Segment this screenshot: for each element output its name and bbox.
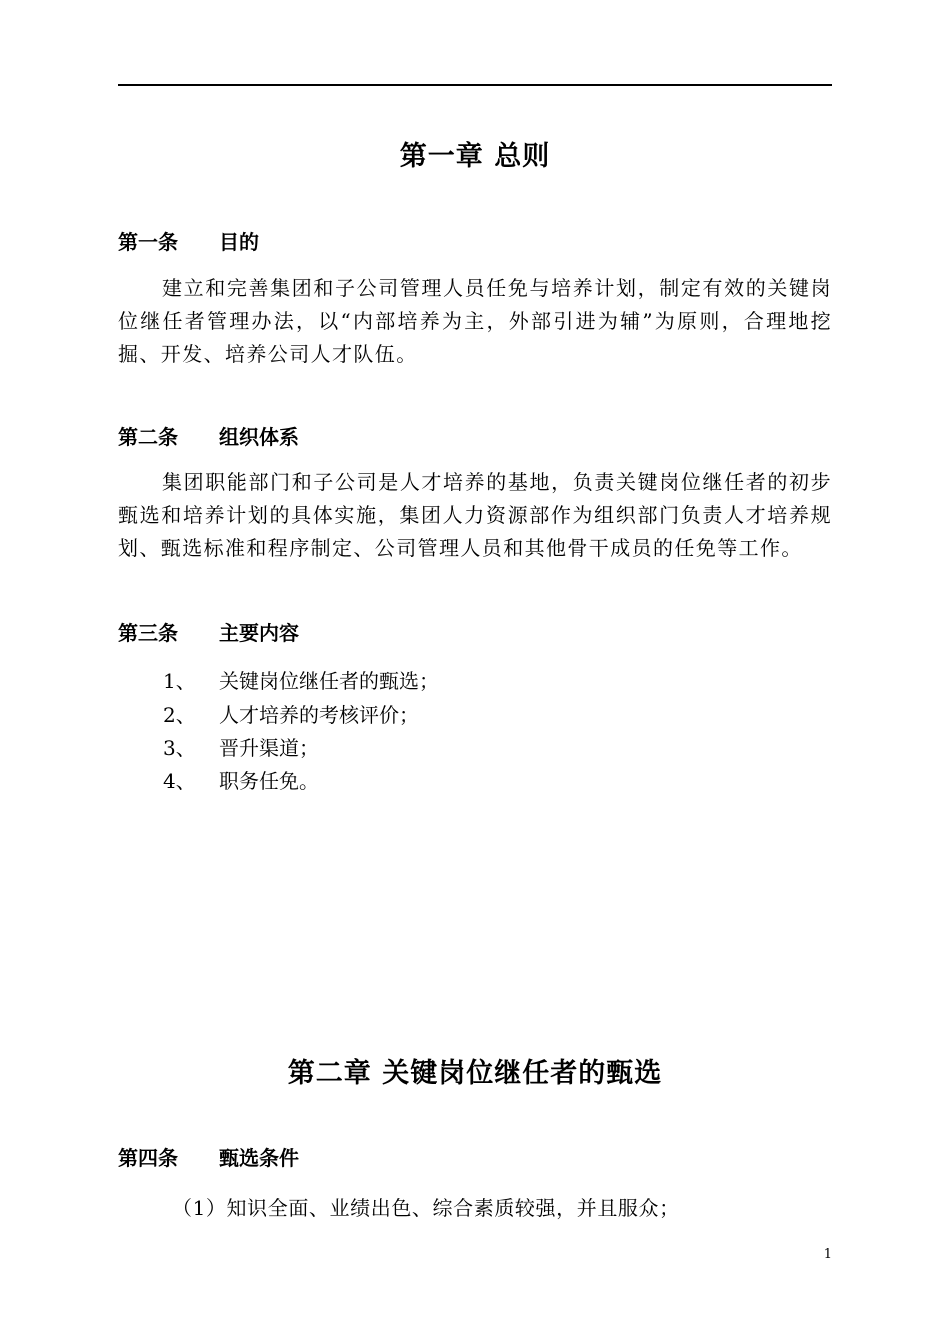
article-2-heading: [118, 423, 299, 451]
list-item: [163, 767, 319, 795]
article-3-number: 第三条: [118, 621, 178, 645]
list-marker: 3、: [163, 736, 196, 760]
header-rule: [118, 84, 832, 86]
chapter-2-title: 第二章 关键岗位继任者的甄选: [287, 1058, 663, 1089]
article-1-body: 建立和完善集团和子公司管理人员任免与培养计划，制定有效的关键岗位继任者管理办法，以“内部培养为主，外部引进为辅”为原则，合理地挖掘、开发、培养公司人才队伍。: [118, 276, 832, 366]
list-text: 人才培养的考核评价；: [219, 703, 419, 727]
article-4-number: 第四条: [118, 1146, 178, 1170]
article-1-number: 第一条: [118, 230, 178, 254]
list-text: 晋升渠道；: [219, 736, 319, 760]
article-4-title: 甄选条件: [219, 1146, 299, 1170]
page-number: 1: [823, 1247, 832, 1262]
article-2-number: 第二条: [118, 425, 178, 449]
article-1-title: 目的: [219, 230, 259, 254]
list-marker: 2、: [163, 703, 196, 727]
list-marker: 4、: [163, 769, 196, 793]
article-3-heading: [118, 619, 299, 647]
list-marker: 1、: [163, 669, 196, 693]
article-3-title: 主要内容: [219, 621, 299, 645]
article-4-heading: [118, 1144, 299, 1172]
condition-item: （1）知识全面、业绩出色、综合素质较强，并且服众；: [172, 1196, 680, 1220]
chapter-1-title: 第一章 总则: [399, 141, 551, 172]
list-item: [163, 667, 439, 695]
list-item: [163, 701, 419, 729]
list-text: 关键岗位继任者的甄选；: [219, 669, 439, 693]
article-2-body: 集团职能部门和子公司是人才培养的基地，负责关键岗位继任者的初步甄选和培养计划的具体实施，集团人力资源部作为组织部门负责人才培养规划、甄选标准和程序制定、公司管理人员和其他骨干成员的任免等工作。: [118, 470, 832, 560]
list-text: 职务任免。: [219, 769, 319, 793]
list-item: [163, 734, 319, 762]
article-2-title: 组织体系: [219, 425, 299, 449]
article-1-heading: [118, 228, 259, 256]
